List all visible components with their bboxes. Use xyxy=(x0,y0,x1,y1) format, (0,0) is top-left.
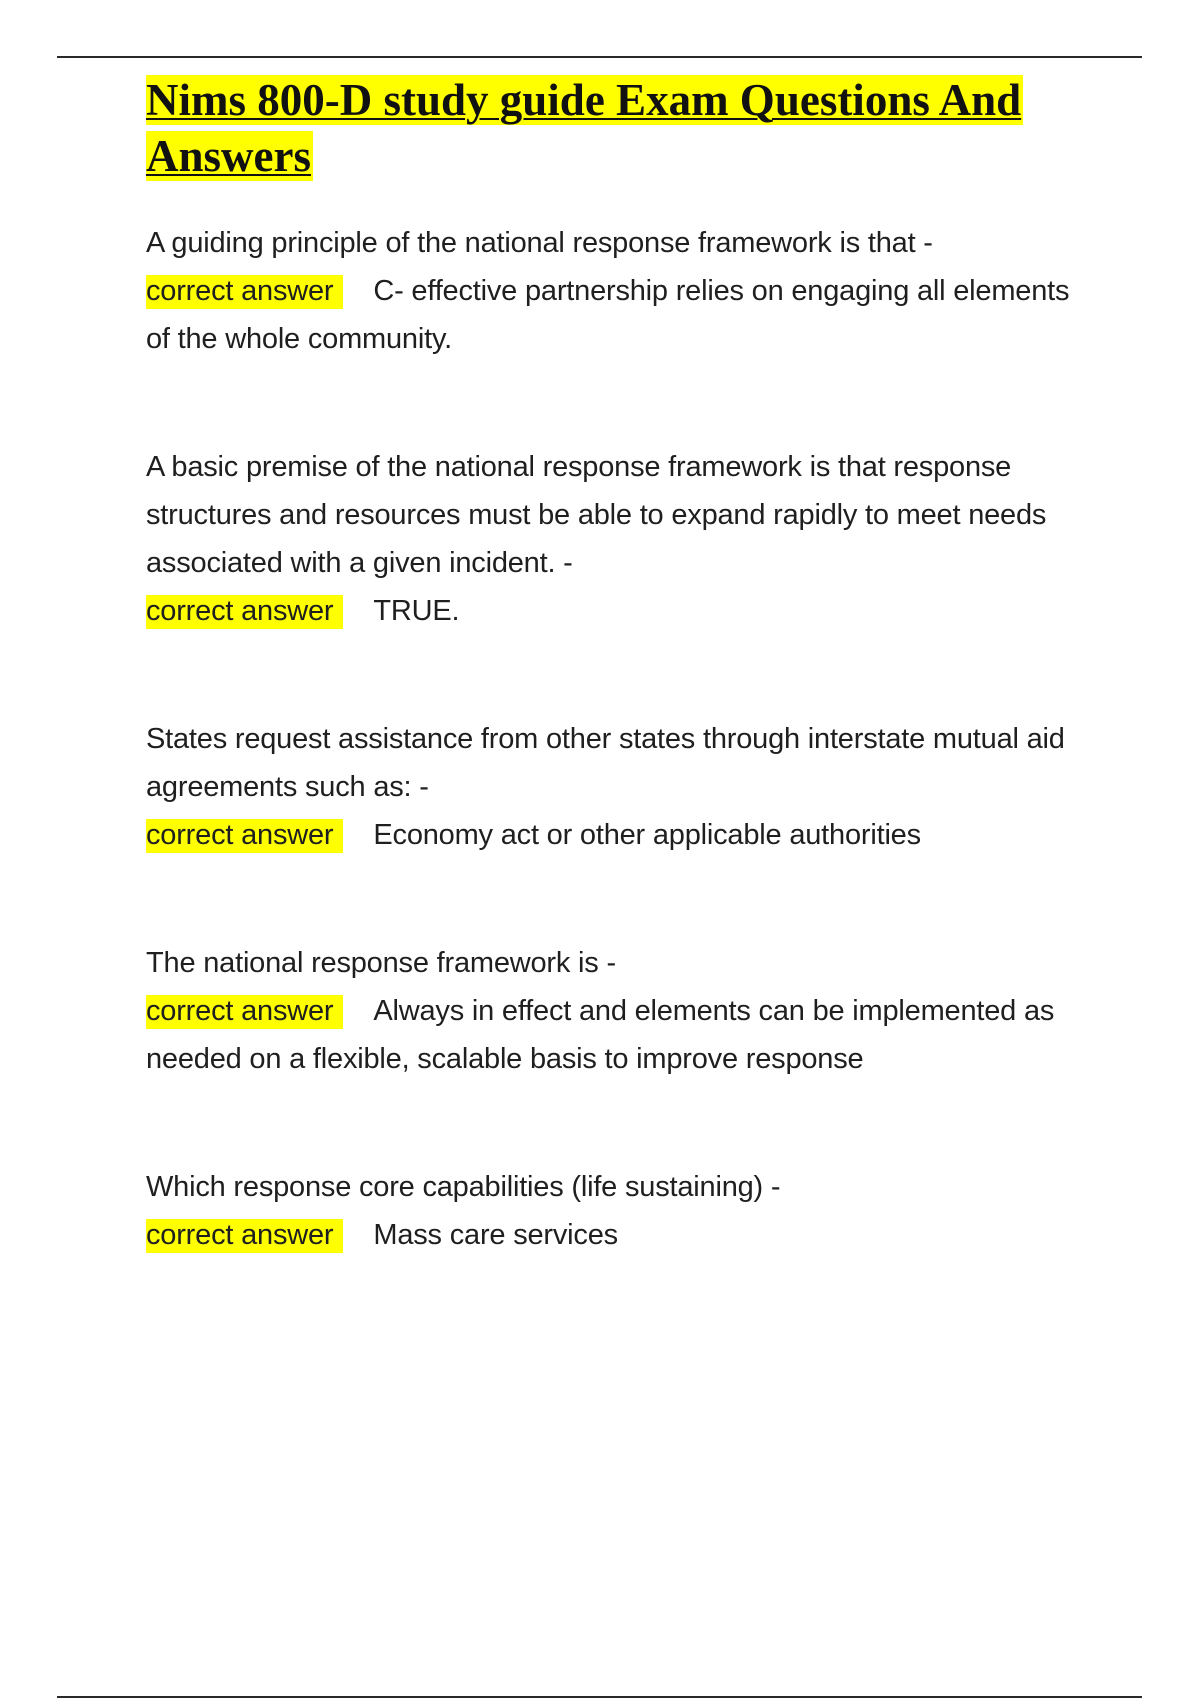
question-text: A basic premise of the national response framework is that response structures and resources must be able to expand rapidly to meet needs associated with a given incident. - xyxy=(146,451,1047,579)
answer-label: correct answer xyxy=(146,275,343,309)
qa-item-3 xyxy=(146,715,1091,859)
top-rule xyxy=(57,56,1142,58)
document-body xyxy=(146,72,1091,1259)
document-title xyxy=(146,72,1091,184)
question-text: States request assistance from other states through interstate mutual aid agreements such as: - xyxy=(146,723,1065,803)
answer-text: Mass care services xyxy=(373,1219,618,1251)
answer-label: correct answer xyxy=(146,1219,343,1253)
qa-item-2 xyxy=(146,443,1091,635)
qa-item-5 xyxy=(146,1163,1091,1259)
document-title-text: Nims 800-D study guide Exam Questions And Answers xyxy=(146,75,1022,181)
qa-item-4 xyxy=(146,939,1091,1083)
answer-text: C- effective partnership relies on engaging all elements of the whole community. xyxy=(146,275,1070,355)
answer-text: Always in effect and elements can be implemented as needed on a flexible, scalable basis to improve response xyxy=(146,995,1055,1075)
answer-text: Economy act or other applicable authorities xyxy=(373,819,921,851)
qa-item-1 xyxy=(146,219,1091,363)
question-text: A guiding principle of the national response framework is that - xyxy=(146,227,933,259)
answer-label: correct answer xyxy=(146,595,343,629)
answer-text: TRUE. xyxy=(373,595,460,627)
answer-label: correct answer xyxy=(146,819,343,853)
answer-label: correct answer xyxy=(146,995,343,1029)
question-text: Which response core capabilities (life sustaining) - xyxy=(146,1171,781,1203)
bottom-rule xyxy=(57,1696,1142,1698)
question-text: The national response framework is - xyxy=(146,947,616,979)
